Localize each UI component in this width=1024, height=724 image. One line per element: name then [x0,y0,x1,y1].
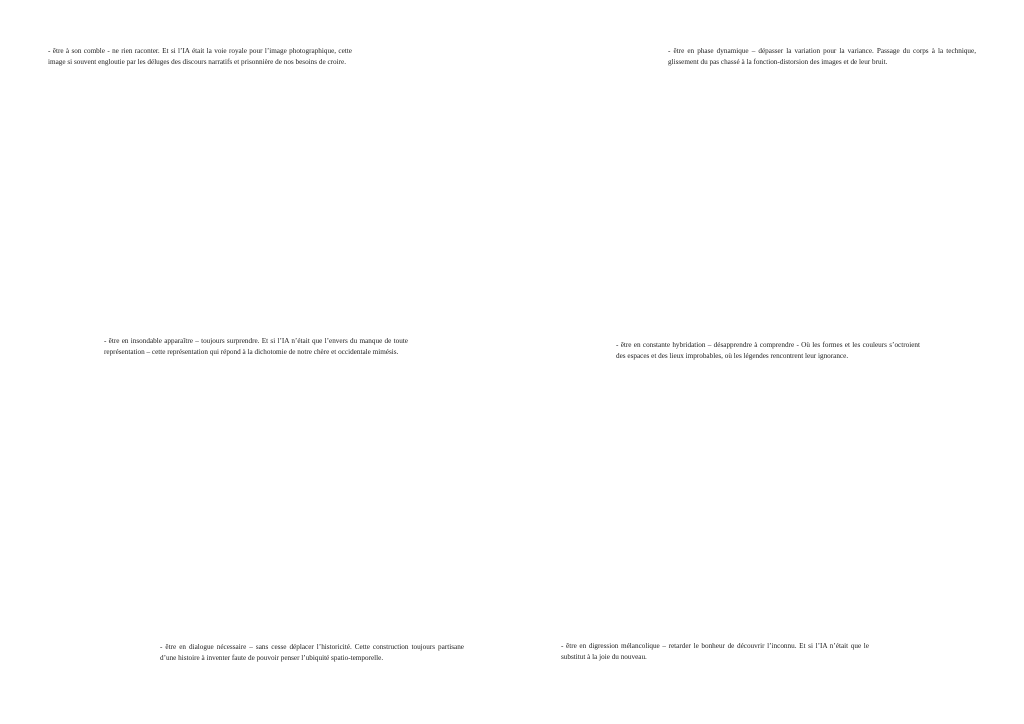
paragraph-dialogue: - être en dialogue nécessaire – sans cesse déplacer l’historicité. Cette construction toujours partisane d’une histoire à inventer faute de pouvoir penser l’ubiquité spatio-temporelle. [160,643,464,663]
paragraph-digression: - être en digression mélancolique – retarder le bonheur de découvrir l’inconnu. Et si l’IA n’était que le substitut à la joie du nouveau. [561,642,869,662]
paragraph-hybridation: - être en constante hybridation – désapprendre à comprendre - Où les formes et les couleurs s’octroient des espaces et des lieux improbables, où les légendes rencontrent leur ignorance. [616,341,920,361]
paragraph-phase-dynamique: - être en phase dynamique – dépasser la variation pour la variance. Passage du corps à la technique, glissement du pas chassé à la fonction-distorsion des images et de leur bruit. [668,47,976,67]
paragraph-comble: - être à son comble - ne rien raconter. Et si l’IA était la voie royale pour l’image photographique, cette image si souvent engloutie par les déluges des discours narratifs et prisonnière de nos besoins de croire. [48,47,352,67]
paragraph-insondable: - être en insondable apparaître – toujours surprendre. Et si l’IA n’était que l’envers du manque de toute représentation – cette représentation qui répond à la dichotomie de notre chère et occidentale mimésis. [104,337,408,357]
